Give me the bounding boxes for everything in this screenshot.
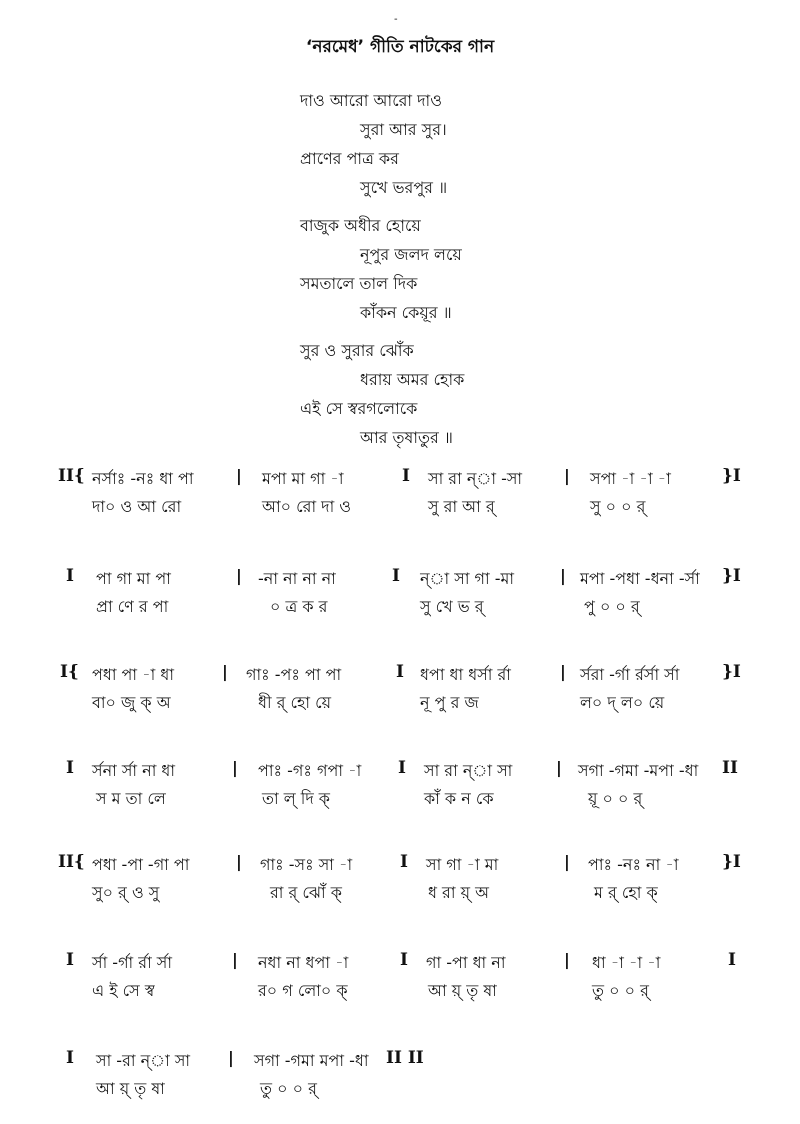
verse-line: বাজুক অধীর হোয়ে [300,216,421,235]
lyric-group: আ য়্ তৃ ষা [96,1079,165,1098]
verse-line: সুরা আর সুর। [360,120,447,139]
lyric-group: তা ল্ দি ক্ [262,789,331,808]
start-bar: I [66,566,74,586]
swara-group: গাঃ -পঃ পা পা [246,665,342,684]
lyric-group: সু০ র্ ও সু [92,883,160,902]
swara-group: পাঃ -গঃ গপা -া [258,761,362,780]
verse-line: সুর ও সুরার ঝোঁক [300,341,414,360]
lyric-row [0,1076,800,1102]
lyric-group: সু খে ভ র্ [420,597,484,616]
bar-divider: | [222,662,228,681]
start-bar: II{ [58,852,85,872]
end-bar: II [722,758,738,778]
start-bar: I [66,1048,74,1068]
bar-divider: I [402,466,410,486]
swara-group: র্সনা র্সা না ধা [92,761,176,780]
bar-divider: | [564,466,570,485]
start-bar: II{ [58,466,85,486]
start-bar: I [66,950,74,970]
lyric-row [0,594,800,620]
verse-line: কাঁকন কেয়ূর ॥ [360,303,452,322]
end-bar: }I [722,852,741,872]
lyric-group: আ০ রো দা ও [262,497,352,516]
swara-group: পধা পা -া ধা [92,665,175,684]
lyric-group: তু ০ ০ র্ [260,1079,317,1098]
swara-row [0,758,800,784]
swara-row [0,466,800,492]
swara-group: সগা -গমা মপা -ধা [254,1051,369,1070]
lyric-group: বা০ জু ক্ অ [92,693,171,712]
verse-line: প্রাণের পাত্র কর [300,149,399,168]
swara-row [0,1048,800,1074]
swara-row [0,566,800,592]
swara-group: ধা -া -া -া [592,953,661,972]
bar-divider: I [392,566,400,586]
bar-divider: | [556,758,562,777]
swara-row [0,662,800,688]
lyric-group: সু ০ ০ র্ [590,497,646,516]
lyric-group: ০ ত্র ক র [270,597,328,616]
swara-group: নধা না ধপা -া [258,953,349,972]
verse-3 [300,336,464,452]
lyric-group: ল০ দ্ ল০ য়ে [580,693,665,712]
end-bar: II II [386,1048,424,1068]
lyric-group: ম র্ হো ক্ [594,883,658,902]
verse-line: আর তৃষাতুর ॥ [360,428,453,447]
lyric-group: সু রা আ র্ [428,497,495,516]
swara-group: সা -রা ন্‌া সা [96,1051,191,1070]
page-title: ‘নরমেধ’ গীতি নাটকের গান [305,37,495,57]
verse-line: এই সে স্বরগলোকে [300,399,418,418]
swara-group: র্সরা -র্গা র্রর্সা র্সা [580,665,680,684]
swara-row [0,852,800,878]
lyric-row [0,494,800,520]
lyric-group: নূ পু র জ [420,693,479,712]
lyric-group: র০ গ লো০ ক্ [258,981,348,1000]
swara-group: গা -পা ধা না [426,953,506,972]
lyric-row [0,690,800,716]
swara-group: সগা -গমা -মপা -ধা [578,761,699,780]
lyric-group: পু ০ ০ র্ [584,597,640,616]
bar-divider: | [560,662,566,681]
lyric-group: ধী র্ হো য়ে [258,693,332,712]
bar-divider: | [232,950,238,969]
verse-2 [300,211,462,327]
swara-group: পা গা মা পা [96,569,171,588]
bar-divider: | [236,566,242,585]
start-bar: I{ [60,662,79,682]
bar-divider: | [236,466,242,485]
swara-group: সা রা ন্‌া সা [424,761,513,780]
start-bar: I [66,758,74,778]
lyric-group: স ম তা লে [96,789,166,808]
verse-line: সমতালে তাল দিক [300,274,418,293]
end-bar: }I [722,566,741,586]
lyric-row [0,786,800,812]
bar-divider: | [564,852,570,871]
bar-divider: | [232,758,238,777]
bar-divider: | [228,1048,234,1067]
lyric-group: প্রা ণে র পা [96,597,169,616]
end-bar: }I [722,662,741,682]
verse-1 [300,86,447,202]
swara-group: -না না না না [258,569,336,588]
lyric-group: তু ০ ০ র্ [592,981,649,1000]
swara-group: সা গা -া মা [426,855,499,874]
lyric-group: কাঁ ক ন কে [424,789,494,808]
swara-group: ধপা ধা ধর্সা র্রা [420,665,511,684]
swara-group: পধা -পা -গা পা [92,855,190,874]
lyric-group: ধ রা য়্ অ [428,883,489,902]
verse-line: ধরায় অমর হোক [360,370,465,389]
swara-group: ন্‌া সা গা -মা [420,569,515,588]
bar-divider: | [564,950,570,969]
verse-line: নূপুর জলদ লয়ে [360,245,462,264]
swara-group: সা রা ন্‌া -সা [428,469,523,488]
swara-group: মপা -পধা -ধনা -র্সা [580,569,700,588]
swara-group: পাঃ -নঃ না -া [588,855,679,874]
bar-divider: | [560,566,566,585]
lyric-group: দা০ ও আ রো [92,497,182,516]
lyric-group: য়ূ ০ ০ র্ [588,789,643,808]
verse-line: দাও আরো আরো দাও [300,91,442,110]
end-bar: I [728,950,736,970]
bar-divider: I [400,852,408,872]
swara-group: মপা মা গা -া [262,469,344,488]
top-mark: - [394,14,398,25]
swara-group: সপা -া -া -া [590,469,671,488]
lyric-group: রা র্ ঝোঁ ক্ [270,883,342,902]
bar-divider: I [400,950,408,970]
bar-divider: I [396,662,404,682]
lyric-group: এ ই সে স্ব [92,981,155,1000]
lyric-row [0,978,800,1004]
swara-row [0,950,800,976]
swara-group: নর্সাঃ -নঃ ধা পা [92,469,194,488]
lyric-group: আ য়্ তৃ ষা [428,981,497,1000]
bar-divider: | [236,852,242,871]
end-bar: }I [722,466,741,486]
swara-group: র্সা -র্গা র্রা র্সা [92,953,173,972]
bar-divider: I [398,758,406,778]
verse-line: সুখে ভরপুর ॥ [360,178,448,197]
lyric-row [0,880,800,906]
swara-group: গাঃ -সঃ সা -া [260,855,353,874]
